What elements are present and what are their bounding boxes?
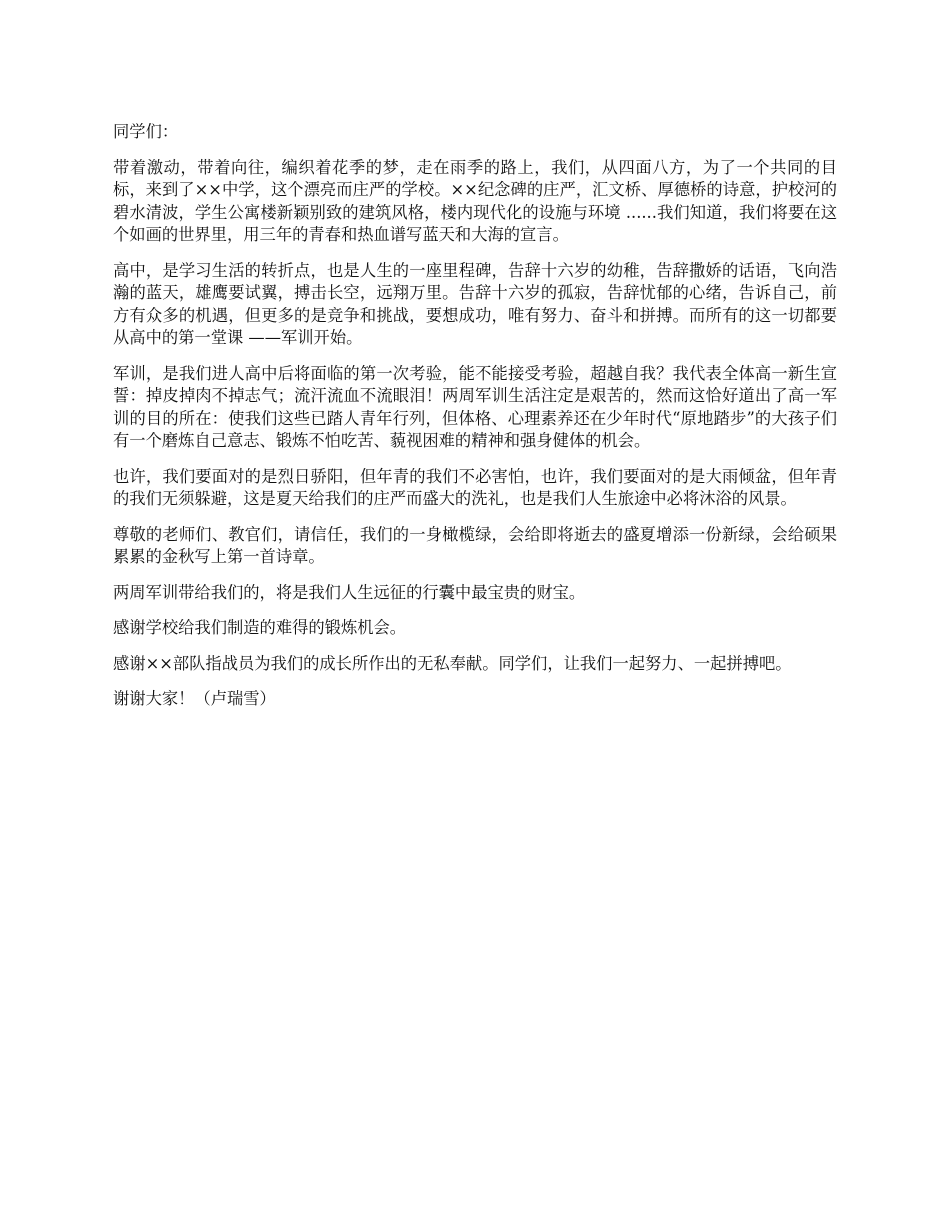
closing-line: 谢谢大家！（卢瑞雪） [113,689,276,708]
paragraph: 尊敬的老师们、教官们，请信任，我们的一身橄榄绿，会给即将逝去的盛夏增添一份新绿，会给硕果累累的金秋写上第一首诗章。 [113,524,837,566]
paragraph: 两周军训带给我们的，将是我们人生远征的行囊中最宝贵的财宝。 [113,582,586,602]
paragraph: 带着激动，带着向往，编织着花季的梦，走在雨季的路上，我们，从四面八方，为了一个共同的目标，来到了××中学，这个漂亮而庄严的学校。××纪念碑的庄严，汇文桥、厚德桥的诗意，护校河的碧水清波，学生公寓楼新颖别致的建筑风格，楼内现代化的设施与环境 ......我们知道，我们将要在这个如画的世界里，用三年的青春和热血谱写蓝天和大海的宣言。 [113,157,837,244]
salutation: 同学们： [113,122,179,141]
document-body [113,121,837,724]
paragraph: 也许，我们要面对的是烈日骄阳，但年青的我们不必害怕，也许，我们要面对的是大雨倾盆，但年青的我们无须躲避，这是夏天给我们的庄严而盛大的洗礼，也是我们人生旅途中必将沐浴的风景。 [113,466,837,508]
paragraph: 感谢学校给我们制造的难得的锻炼机会。 [113,618,407,637]
paragraph: 高中，是学习生活的转折点，也是人生的一座里程碑，告辞十六岁的幼稚，告辞撒娇的话语，飞向浩瀚的蓝天，雄鹰要试翼，搏击长空，远翔万里。告辞十六岁的孤寂，告辞忧郁的心绪，告诉自己，前方有众多的机遇，但更多的是竞争和挑战，要想成功，唯有努力、奋斗和拼搏。而所有的这一切都要从高中的第一堂课 ——军训开始。 [113,260,837,347]
paragraph: 感谢××部队指战员为我们的成长所作出的无私奉献。同学们，让我们一起努力、一起拼搏吧。 [113,653,792,673]
paragraph: 军训，是我们进人高中后将面临的第一次考验，能不能接受考验，超越自我？我代表全体高一新生宣誓：掉皮掉肉不掉志气；流汗流血不流眼泪！两周军训生活注定是艰苦的，然而这恰好道出了高一军训的目的所在：使我们这些已踏人青年行列，但体格、心理素养还在少年时代“原地踏步”的大孩子们有一个磨炼自己意志、锻炼不怕吃苦、藐视困难的精神和强身健体的机会。 [113,363,837,450]
